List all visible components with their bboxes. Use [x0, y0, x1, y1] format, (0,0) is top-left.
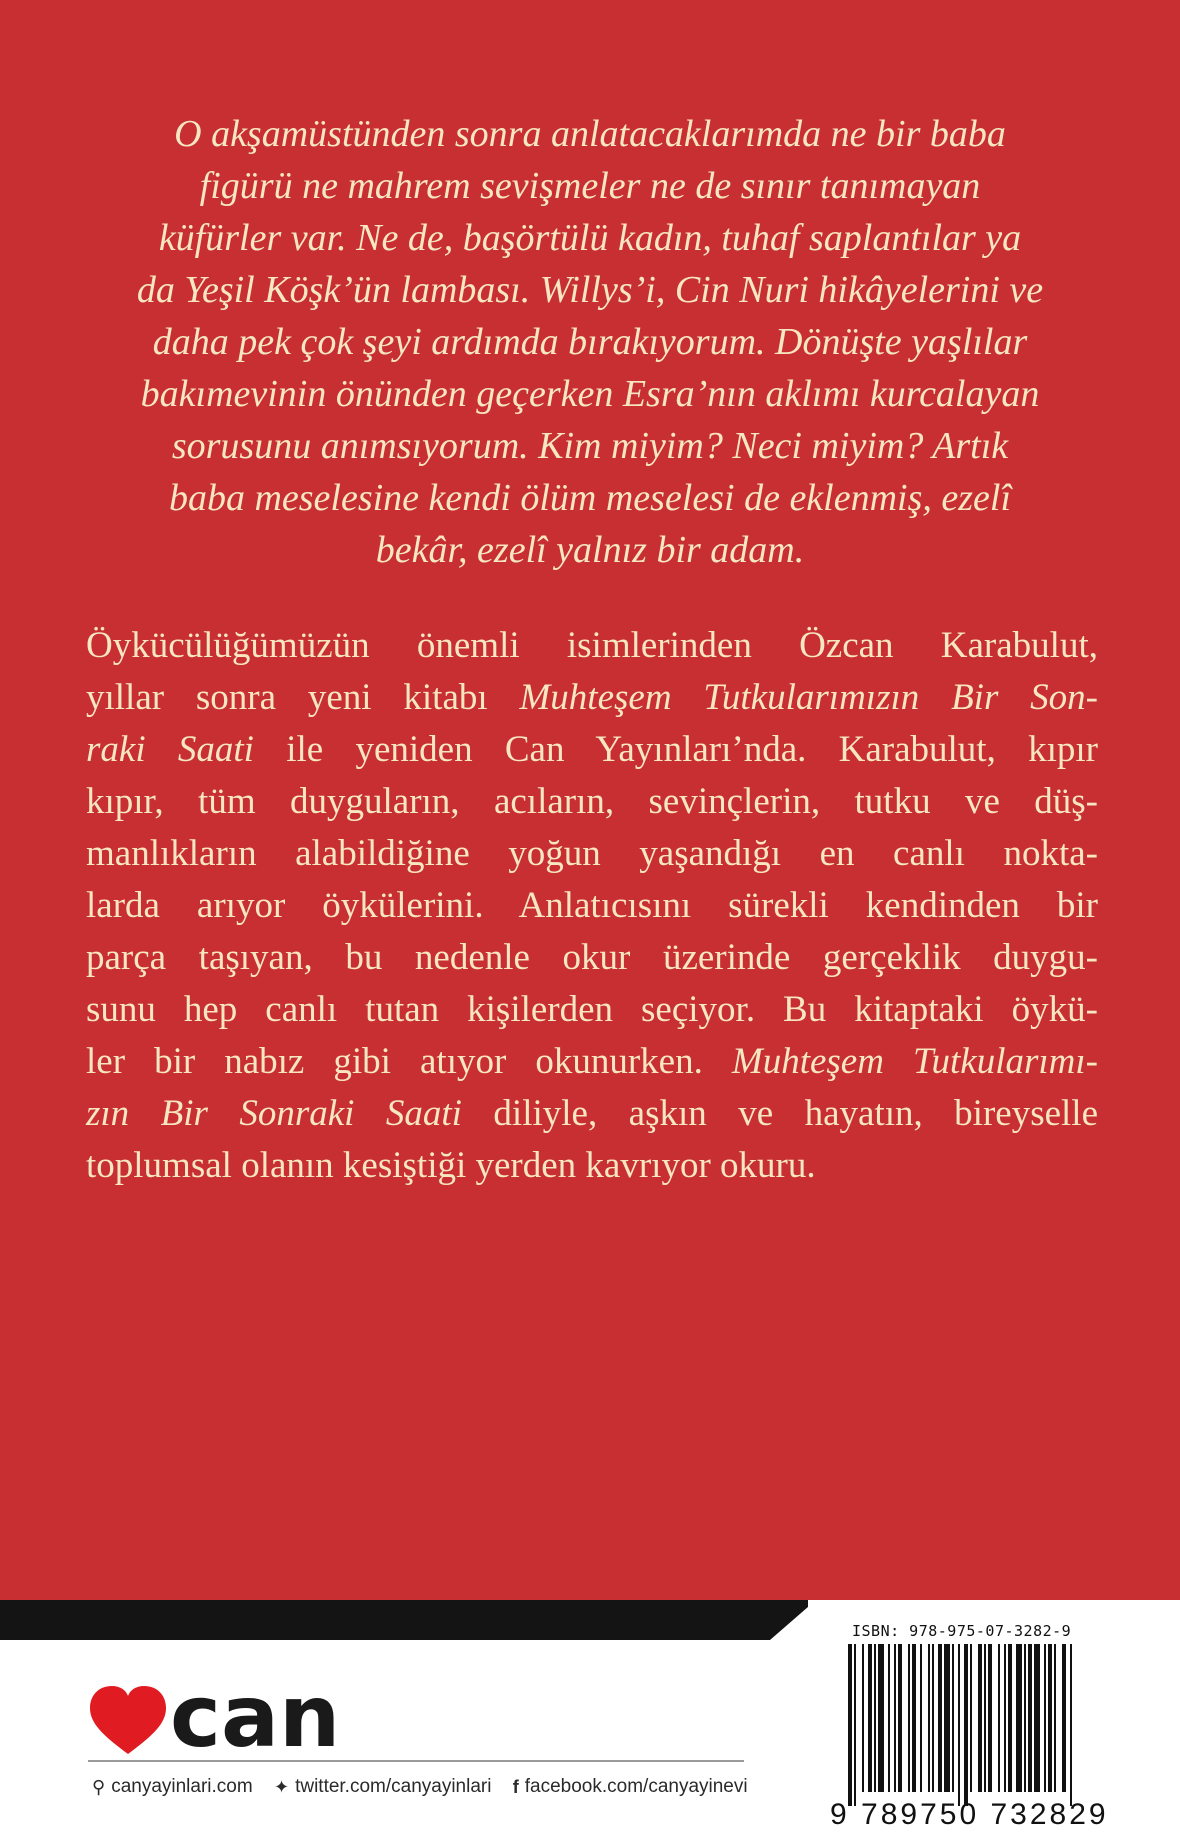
barcode-bar: [854, 1644, 856, 1806]
description-line: parça taşıyan, bu nedenle okur üzerinde gerçeklik duygu-: [86, 937, 1098, 978]
description-line: [86, 672, 1098, 724]
link-icon: ⚲: [92, 1776, 106, 1797]
book-description: [86, 620, 1098, 1192]
blurb-quote: [70, 108, 1110, 576]
twitter-link[interactable]: [274, 1776, 492, 1798]
description-text: yıllar sonra yeni kitabı: [86, 677, 520, 718]
barcode-bar: [868, 1644, 872, 1792]
can-logo: [88, 1668, 368, 1758]
quote-line: O akşamüstünden sonra anlatacaklarımda ne bir baba: [174, 113, 1006, 155]
quote-line: daha pek çok şeyi ardımda bırakıyorum. Dönüşte yaşlılar: [152, 321, 1028, 363]
book-title-italic: raki Saati: [86, 729, 254, 770]
barcode-bar: [988, 1644, 992, 1792]
description-text: ler bir nabız gibi atıyor okunurken.: [86, 1041, 732, 1082]
description-line: larda arıyor öykülerini. Anlatıcısını sürekli kendinden bir: [86, 885, 1098, 926]
book-title-italic: zın Bir Sonraki Saati: [86, 1093, 462, 1134]
quote-line: sorusunu anımsıyorum. Kim miyim? Neci miyim? Artık: [171, 425, 1009, 467]
description-text: diliyle, aşkın ve hayatın, bireyselle: [461, 1093, 1099, 1134]
barcode-bar: [1028, 1644, 1032, 1792]
twitter-icon: ✦: [273, 1776, 290, 1797]
heart-icon: [90, 1686, 166, 1754]
barcode-bar: [1048, 1644, 1052, 1792]
quote-line: da Yeşil Köşk’ün lambası. Willys’i, Cin Nuri hikâyelerini ve: [136, 269, 1044, 311]
description-line: [86, 1036, 1098, 1088]
quote-line: baba meselesine kendi ölüm meselesi de eklenmiş, ezelî: [168, 477, 1012, 519]
barcode-bar: [964, 1644, 968, 1806]
barcode-bar: [1016, 1644, 1022, 1792]
isbn-barcode: [846, 1644, 1146, 1806]
quote-line: figürü ne mahrem sevişmeler ne de sınır tanımayan: [199, 165, 981, 207]
barcode-bar: [952, 1644, 954, 1792]
barcode-bar: [1008, 1644, 1012, 1792]
book-title-italic: Muhteşem Tutkularımı-: [731, 1041, 1099, 1082]
description-line: [86, 1088, 1098, 1140]
barcode-bar: [862, 1644, 864, 1792]
barcode-bar: [984, 1644, 986, 1792]
description-text: ile yeniden Can Yayınları’nda. Karabulut, kıpır: [253, 729, 1098, 770]
logo-wordmark: can: [170, 1668, 341, 1758]
description-line: Öykücülüğümüzün önemli isimlerinden Özcan Karabulut,: [86, 625, 1098, 666]
isbn-label: ISBN: 978-975-07-3282-9: [852, 1622, 1072, 1640]
barcode-bar: [1062, 1644, 1066, 1792]
barcode-bar: [1070, 1644, 1072, 1806]
barcode-bar: [998, 1644, 1000, 1792]
description-line: manlıkların alabildiğine yoğun yaşandığı en canlı nokta-: [86, 833, 1098, 874]
facebook-icon: f: [512, 1776, 519, 1797]
barcode-bar: [958, 1644, 960, 1806]
barcode-bar: [848, 1644, 852, 1806]
barcode-bar: [920, 1644, 922, 1792]
barcode-bar: [978, 1644, 982, 1792]
quote-line: küfürler var. Ne de, başörtülü kadın, tuhaf saplantılar ya: [158, 217, 1022, 259]
description-line: sunu hep canlı tutan kişilerden seçiyor. Bu kitaptaki öykü-: [86, 989, 1098, 1030]
barcode-bar: [894, 1644, 896, 1792]
barcode-bar: [874, 1644, 876, 1792]
facebook-link[interactable]: [513, 1776, 748, 1798]
description-line: [86, 724, 1098, 776]
quote-line: bakımevinin önünden geçerken Esra’nın aklımı kurcalayan: [140, 373, 1040, 415]
barcode-bar: [1024, 1644, 1026, 1792]
barcode-bar: [1034, 1644, 1040, 1792]
barcode-bar: [932, 1644, 934, 1792]
ean-digits: 9 789750 732829: [830, 1798, 1109, 1831]
book-title-italic: Muhteşem Tutkularımızın Bir Son-: [519, 677, 1098, 718]
barcode-bar: [938, 1644, 942, 1792]
barcode-bar: [908, 1644, 910, 1792]
barcode-bar: [1004, 1644, 1006, 1792]
website-text: canyayinlari.com: [111, 1776, 253, 1797]
barcode-bar: [878, 1644, 884, 1792]
quote-line: bekâr, ezelî yalnız bir adam.: [375, 529, 805, 571]
footer-divider: [88, 1760, 744, 1762]
barcode-bar: [898, 1644, 902, 1792]
description-line: kıpır, tüm duyguların, acıların, sevinçlerin, tutku ve düş-: [86, 781, 1098, 822]
barcode-bar: [912, 1644, 916, 1792]
publisher-links: [92, 1776, 792, 1802]
description-line: toplumsal olanın kesiştiği yerden kavrıyor okuru.: [86, 1145, 816, 1186]
barcode-bar: [1054, 1644, 1056, 1792]
barcode-bar: [928, 1644, 930, 1792]
barcode-bar: [944, 1644, 950, 1792]
barcode-bar: [1044, 1644, 1046, 1792]
barcode-bar: [970, 1644, 972, 1792]
twitter-text: twitter.com/canyayinlari: [295, 1776, 492, 1797]
barcode-bar: [888, 1644, 890, 1792]
facebook-text: facebook.com/canyayinevi: [524, 1776, 748, 1797]
website-link[interactable]: [92, 1776, 253, 1798]
